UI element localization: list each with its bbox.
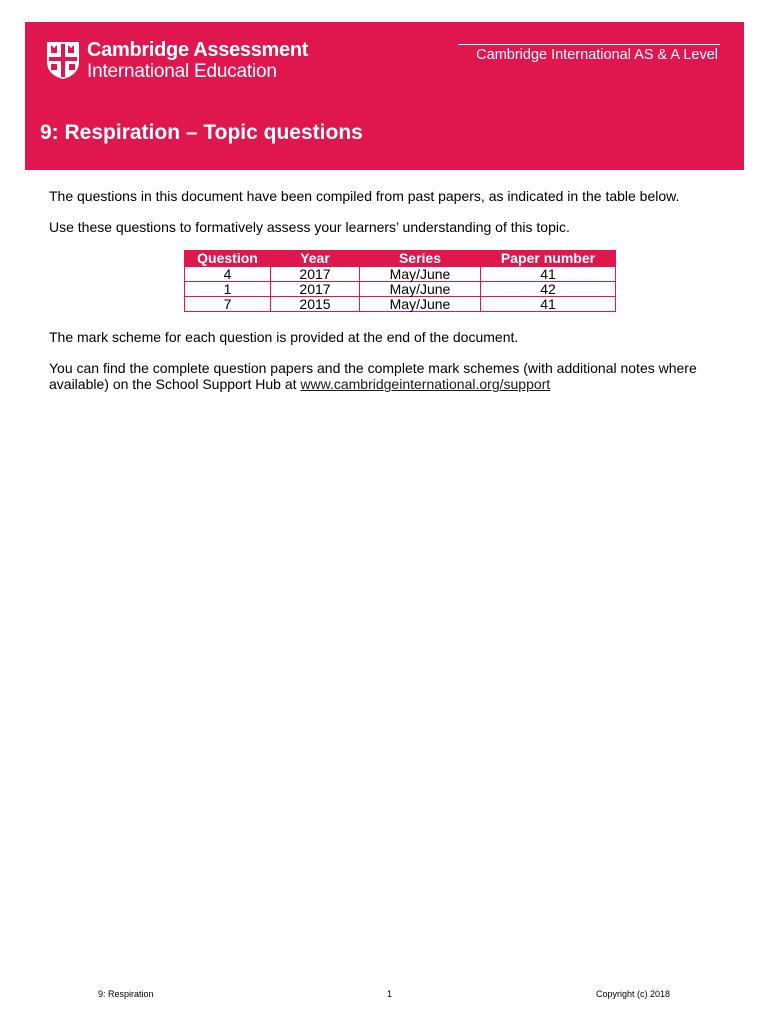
cell-paper-number: 41 xyxy=(481,267,616,282)
cell-series: May/June xyxy=(360,297,481,312)
cell-question: 4 xyxy=(185,267,271,282)
table-row xyxy=(185,267,616,282)
footer-page-number: 1 xyxy=(387,989,393,999)
support-paragraph xyxy=(49,360,729,392)
past-papers-table xyxy=(184,250,616,312)
logo-line2: International Education xyxy=(87,61,277,82)
cell-series: May/June xyxy=(360,282,481,297)
table-header-row xyxy=(185,251,616,267)
cell-question: 1 xyxy=(185,282,271,297)
footer-copyright: Copyright (c) 2018 xyxy=(596,989,671,999)
footer-topic: 9: Respiration xyxy=(98,989,154,999)
column-header-paper-number: Paper number xyxy=(481,251,616,267)
support-paragraph-text: You can find the complete question papers and the complete mark schemes (with additional notes where available) on the School Support Hub at xyxy=(49,360,697,392)
cell-question: 7 xyxy=(185,297,271,312)
qualification-rule xyxy=(458,44,720,45)
column-header-year: Year xyxy=(271,251,360,267)
mark-scheme-paragraph: The mark scheme for each question is provided at the end of the document. xyxy=(49,329,519,345)
cell-paper-number: 41 xyxy=(481,297,616,312)
intro-paragraph-1: The questions in this document have been compiled from past papers, as indicated in the table below. xyxy=(49,188,680,204)
cell-series: May/June xyxy=(360,267,481,282)
table-row xyxy=(185,282,616,297)
header-banner xyxy=(25,22,744,170)
logo-line1: Cambridge Assessment xyxy=(87,39,309,61)
cambridge-logo xyxy=(45,40,308,82)
table-row xyxy=(185,297,616,312)
column-header-question: Question xyxy=(185,251,271,267)
intro-paragraph-2: Use these questions to formatively assess your learners’ understanding of this topic. xyxy=(49,219,570,235)
cell-year: 2017 xyxy=(271,282,360,297)
cell-year: 2017 xyxy=(271,267,360,282)
cell-paper-number: 42 xyxy=(481,282,616,297)
page-title: 9: Respiration – Topic questions xyxy=(40,121,363,144)
column-header-series: Series xyxy=(360,251,481,267)
cell-year: 2015 xyxy=(271,297,360,312)
qualification-label: Cambridge International AS & A Level xyxy=(476,47,718,63)
logo-text xyxy=(87,40,308,82)
support-hub-link[interactable]: www.cambridgeinternational.org/support xyxy=(300,376,551,392)
cambridge-crest-icon xyxy=(45,40,81,80)
